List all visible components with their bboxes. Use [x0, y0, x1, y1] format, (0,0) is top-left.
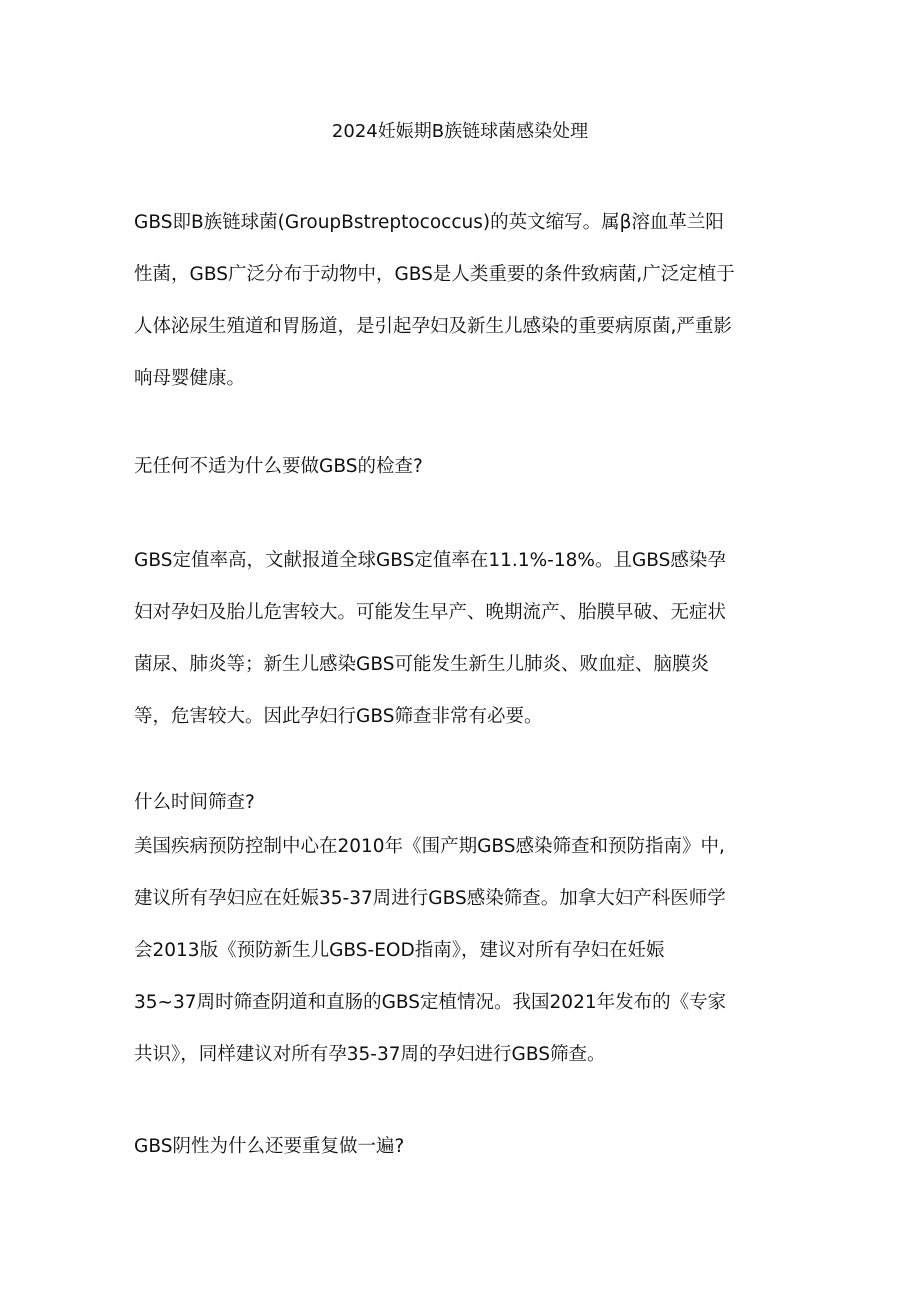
- question-heading-when-screen: 什么时间筛查?: [134, 792, 255, 813]
- why-test-line: GBS定值率高，文献报道全球GBS定值率在11.1%-18%。且GBS感染孕: [134, 550, 726, 571]
- why-test-line: 菌尿、肺炎等；新生儿感染GBS可能发生新生儿肺炎、败血症、脑膜炎: [134, 654, 709, 675]
- when-screen-line: 共识》，同样建议对所有孕35-37周的孕妇进行GBS筛查。: [134, 1044, 606, 1065]
- intro-line: 性菌，GBS广泛分布于动物中，GBS是人类重要的条件致病菌,广泛定植于: [134, 264, 735, 285]
- intro-line: GBS即B族链球菌(GroupBstreptococcus)的英文缩写。属β溶血革兰阳: [134, 212, 724, 233]
- intro-line: 人体泌尿生殖道和胃肠道，是引起孕妇及新生儿感染的重要病原菌,严重影: [134, 316, 732, 337]
- question-heading-repeat-test: GBS阴性为什么还要重复做一遍?: [134, 1136, 405, 1157]
- why-test-line: 等，危害较大。因此孕妇行GBS筛查非常有必要。: [134, 706, 543, 727]
- when-screen-line: 35~37周时筛查阴道和直肠的GBS定植情况。我国2021年发布的《专家: [134, 992, 727, 1013]
- when-screen-line: 建议所有孕妇应在妊娠35-37周进行GBS感染筛查。加拿大妇产科医师学: [134, 888, 726, 909]
- why-test-paragraph: [134, 535, 794, 743]
- when-screen-paragraph: [134, 821, 794, 1081]
- when-screen-line: 会2013版《预防新生儿GBS-EOD指南》，建议对所有孕妇在妊娠: [134, 940, 665, 961]
- question-heading-why-test: 无任何不适为什么要做GBS的检查?: [134, 456, 423, 477]
- why-test-line: 妇对孕妇及胎儿危害较大。可能发生早产、晚期流产、胎膜早破、无症状: [134, 602, 727, 623]
- when-screen-line: 美国疾病预防控制中心在2010年《围产期GBS感染筛查和预防指南》中,: [134, 836, 725, 857]
- document-title: 2024妊娠期B族链球菌感染处理: [331, 121, 589, 142]
- intro-paragraph: [134, 197, 794, 405]
- intro-line: 响母婴健康。: [134, 368, 246, 389]
